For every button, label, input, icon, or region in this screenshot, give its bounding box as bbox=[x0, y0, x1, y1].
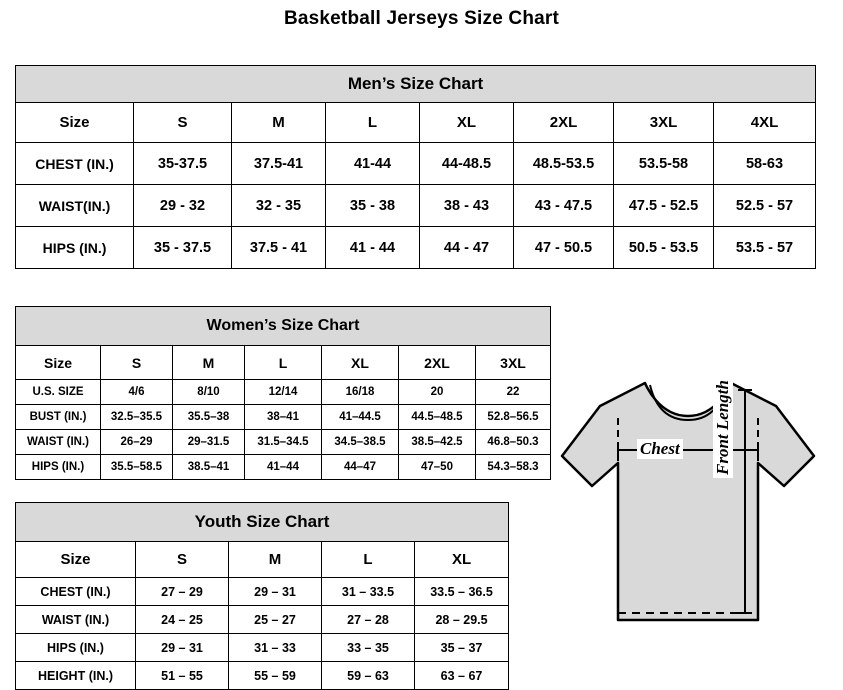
mens-row-label-waist: WAIST(IN.) bbox=[16, 185, 134, 227]
table-row bbox=[16, 430, 551, 455]
table-row bbox=[16, 405, 551, 430]
mens-header-size: Size bbox=[16, 103, 134, 143]
youth-caption: Youth Size Chart bbox=[16, 503, 509, 542]
tshirt-icon bbox=[540, 358, 840, 683]
table-caption-row bbox=[16, 66, 816, 103]
youth-row-label-hips: HIPS (IN.) bbox=[16, 634, 136, 662]
mens-size-chart-table bbox=[15, 65, 816, 269]
table-caption-row bbox=[16, 503, 509, 542]
youth-hips-xl: 35 – 37 bbox=[415, 634, 509, 662]
youth-size-chart-container bbox=[15, 502, 509, 690]
youth-chest-m: 29 – 31 bbox=[229, 578, 322, 606]
womens-hips-xl: 44–47 bbox=[322, 455, 399, 480]
mens-header-2xl: 2XL bbox=[514, 103, 614, 143]
front-length-measure-label: Front Length bbox=[713, 377, 733, 478]
mens-waist-3xl: 47.5 - 52.5 bbox=[614, 185, 714, 227]
mens-header-m: M bbox=[232, 103, 326, 143]
youth-height-s: 51 – 55 bbox=[136, 662, 229, 690]
mens-chest-s: 35-37.5 bbox=[134, 143, 232, 185]
womens-ussize-3xl: 22 bbox=[476, 380, 551, 405]
womens-row-label-waist: WAIST (IN.) bbox=[16, 430, 101, 455]
mens-waist-2xl: 43 - 47.5 bbox=[514, 185, 614, 227]
table-caption-row bbox=[16, 307, 551, 346]
page-title: Basketball Jerseys Size Chart bbox=[283, 8, 560, 29]
youth-hips-l: 33 – 35 bbox=[322, 634, 415, 662]
womens-header-2xl: 2XL bbox=[399, 346, 476, 380]
mens-hips-s: 35 - 37.5 bbox=[134, 227, 232, 269]
table-row bbox=[16, 606, 509, 634]
youth-header-xl: XL bbox=[415, 542, 509, 578]
youth-height-m: 55 – 59 bbox=[229, 662, 322, 690]
womens-bust-3xl: 52.8–56.5 bbox=[476, 405, 551, 430]
mens-hips-4xl: 53.5 - 57 bbox=[714, 227, 816, 269]
womens-header-xl: XL bbox=[322, 346, 399, 380]
womens-waist-xl: 34.5–38.5 bbox=[322, 430, 399, 455]
youth-row-label-height: HEIGHT (IN.) bbox=[16, 662, 136, 690]
youth-height-l: 59 – 63 bbox=[322, 662, 415, 690]
womens-waist-3xl: 46.8–50.3 bbox=[476, 430, 551, 455]
womens-waist-s: 26–29 bbox=[101, 430, 173, 455]
youth-hips-s: 29 – 31 bbox=[136, 634, 229, 662]
womens-hips-2xl: 47–50 bbox=[399, 455, 476, 480]
jersey-diagram bbox=[540, 358, 840, 683]
mens-waist-m: 32 - 35 bbox=[232, 185, 326, 227]
table-row bbox=[16, 662, 509, 690]
womens-hips-l: 41–44 bbox=[245, 455, 322, 480]
womens-row-label-hips: HIPS (IN.) bbox=[16, 455, 101, 480]
mens-header-xl: XL bbox=[420, 103, 514, 143]
mens-chest-4xl: 58-63 bbox=[714, 143, 816, 185]
womens-hips-m: 38.5–41 bbox=[173, 455, 245, 480]
table-row bbox=[16, 185, 816, 227]
womens-row-label-us-size: U.S. SIZE bbox=[16, 380, 101, 405]
womens-size-chart-container bbox=[15, 306, 551, 480]
youth-header-l: L bbox=[322, 542, 415, 578]
mens-header-3xl: 3XL bbox=[614, 103, 714, 143]
womens-caption: Women’s Size Chart bbox=[16, 307, 551, 346]
mens-row-label-hips: HIPS (IN.) bbox=[16, 227, 134, 269]
mens-chest-l: 41-44 bbox=[326, 143, 420, 185]
mens-waist-xl: 38 - 43 bbox=[420, 185, 514, 227]
womens-ussize-l: 12/14 bbox=[245, 380, 322, 405]
youth-chest-l: 31 – 33.5 bbox=[322, 578, 415, 606]
mens-chest-3xl: 53.5-58 bbox=[614, 143, 714, 185]
womens-header-l: L bbox=[245, 346, 322, 380]
youth-hips-m: 31 – 33 bbox=[229, 634, 322, 662]
womens-size-chart-table bbox=[15, 306, 551, 480]
womens-row-label-bust: BUST (IN.) bbox=[16, 405, 101, 430]
mens-waist-4xl: 52.5 - 57 bbox=[714, 185, 816, 227]
youth-size-chart-table bbox=[15, 502, 509, 690]
womens-bust-xl: 41–44.5 bbox=[322, 405, 399, 430]
youth-waist-xl: 28 – 29.5 bbox=[415, 606, 509, 634]
mens-header-l: L bbox=[326, 103, 420, 143]
womens-hips-s: 35.5–58.5 bbox=[101, 455, 173, 480]
youth-row-label-chest: CHEST (IN.) bbox=[16, 578, 136, 606]
table-header-row bbox=[16, 103, 816, 143]
youth-waist-s: 24 – 25 bbox=[136, 606, 229, 634]
youth-header-s: S bbox=[136, 542, 229, 578]
youth-waist-l: 27 – 28 bbox=[322, 606, 415, 634]
table-row bbox=[16, 380, 551, 405]
table-row bbox=[16, 455, 551, 480]
mens-hips-xl: 44 - 47 bbox=[420, 227, 514, 269]
womens-waist-m: 29–31.5 bbox=[173, 430, 245, 455]
mens-hips-l: 41 - 44 bbox=[326, 227, 420, 269]
womens-ussize-2xl: 20 bbox=[399, 380, 476, 405]
youth-chest-xl: 33.5 – 36.5 bbox=[415, 578, 509, 606]
mens-row-label-chest: CHEST (IN.) bbox=[16, 143, 134, 185]
womens-waist-l: 31.5–34.5 bbox=[245, 430, 322, 455]
womens-header-s: S bbox=[101, 346, 173, 380]
table-row bbox=[16, 634, 509, 662]
womens-bust-s: 32.5–35.5 bbox=[101, 405, 173, 430]
womens-ussize-s: 4/6 bbox=[101, 380, 173, 405]
womens-header-size: Size bbox=[16, 346, 101, 380]
mens-header-4xl: 4XL bbox=[714, 103, 816, 143]
table-header-row bbox=[16, 346, 551, 380]
mens-chest-xl: 44-48.5 bbox=[420, 143, 514, 185]
mens-hips-m: 37.5 - 41 bbox=[232, 227, 326, 269]
womens-waist-2xl: 38.5–42.5 bbox=[399, 430, 476, 455]
womens-ussize-m: 8/10 bbox=[173, 380, 245, 405]
womens-bust-l: 38–41 bbox=[245, 405, 322, 430]
youth-waist-m: 25 – 27 bbox=[229, 606, 322, 634]
youth-row-label-waist: WAIST (IN.) bbox=[16, 606, 136, 634]
table-row bbox=[16, 227, 816, 269]
womens-header-3xl: 3XL bbox=[476, 346, 551, 380]
table-row bbox=[16, 143, 816, 185]
youth-chest-s: 27 – 29 bbox=[136, 578, 229, 606]
mens-size-chart-container bbox=[15, 65, 816, 269]
mens-waist-l: 35 - 38 bbox=[326, 185, 420, 227]
womens-bust-2xl: 44.5–48.5 bbox=[399, 405, 476, 430]
womens-ussize-xl: 16/18 bbox=[322, 380, 399, 405]
table-row bbox=[16, 578, 509, 606]
womens-hips-3xl: 54.3–58.3 bbox=[476, 455, 551, 480]
youth-height-xl: 63 – 67 bbox=[415, 662, 509, 690]
youth-header-m: M bbox=[229, 542, 322, 578]
mens-hips-2xl: 47 - 50.5 bbox=[514, 227, 614, 269]
mens-chest-2xl: 48.5-53.5 bbox=[514, 143, 614, 185]
mens-caption: Men’s Size Chart bbox=[16, 66, 816, 103]
mens-header-s: S bbox=[134, 103, 232, 143]
youth-header-size: Size bbox=[16, 542, 136, 578]
table-header-row bbox=[16, 542, 509, 578]
mens-hips-3xl: 50.5 - 53.5 bbox=[614, 227, 714, 269]
mens-chest-m: 37.5-41 bbox=[232, 143, 326, 185]
mens-waist-s: 29 - 32 bbox=[134, 185, 232, 227]
womens-bust-m: 35.5–38 bbox=[173, 405, 245, 430]
womens-header-m: M bbox=[173, 346, 245, 380]
chest-measure-label: Chest bbox=[637, 439, 683, 459]
